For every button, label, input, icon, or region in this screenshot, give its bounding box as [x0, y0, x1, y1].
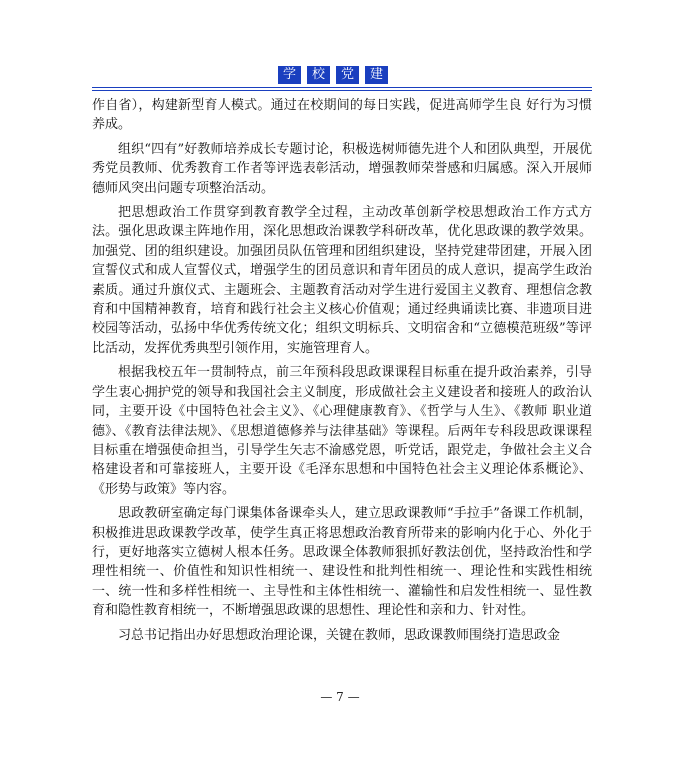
paragraph: 把思想政治工作贯穿到教育教学全过程，主动改革创新学校思想政治工作方式方法。强化思政课主阵地作用，深化思想政治课教学科研改革，优化思政课的教学效果。加强党、团的组织建设。加强团员队伍管理和团组织建设，坚持党建带团建，开展入团宣誓仪式和成人宣誓仪式，增强学生的团员意识和青年团员的成人意识，提高学生政治素质。通过升旗仪式、主题班会、主题教育活动对学生进行爱国主义教育、理想信念教育和中国精神教育，培育和践行社会主义核心价值观；通过经典诵读比赛、非遗项目进校园等活动，弘扬中华优秀传统文化；组织文明标兵、文明宿舍和“立德模范班级”等评比活动，发挥优秀典型引领作用，实施管理育人。 — [92, 205, 592, 356]
paragraph: 思政教研室确定每门课集体备课牵头人，建立思政课教师“手拉手”备课工作机制，积极推进思政课教学改革，使学生真正将思想政治教育所带来的影响内化于心、外化于行，更好地落实立德树人根本任务。思政课全体教师狠抓好教法创优，坚持政治性和学理性相统一、价值性和知识性相统一、建设性和批判性相统一、理论性和实践性相统一、统一性和多样性相统一、主导性和主体性相统一、灌输性和启发性相统一、显性教育和隐性教育相统一，不断增强思政课的思想性、理论性和亲和力、针对性。 — [92, 506, 592, 619]
paragraph: 根据我校五年一贯制特点，前三年预科段思政课课程目标重在提升政治素养，引导学生衷心拥护党的领导和我国社会主义制度，形成做社会主义建设者和接班人的政治认同，主要开设《中国特色社会主义》、《心理健康教育》、《哲学与人生》、《教师 职业道德》、《教育法律法规》、《思想道德修养与法律基础》等课程。后两年专科段思政课课程目标重在增强使命担当，引导学生矢志不渝感党恩，听党话，跟党走，争做社会主义合格建设者和可靠接班人，主要开设《毛泽东思想和中国特色社会主义理论体系概论》、《形势与政策》等内容。 — [92, 365, 592, 497]
paragraph: 习总书记指出办好思想政治理论课，关键在教师，思政课教师围绕打造思政金 — [118, 627, 561, 643]
body-text — [92, 96, 592, 645]
header-title — [278, 66, 388, 84]
page-number: — 7 — — [320, 690, 360, 704]
header-char: 党 — [336, 66, 359, 84]
running-header — [92, 66, 592, 86]
paragraph: 组织“四有”好教师培养成长专题讨论，积极选树师德先进个人和团队典型，开展优秀党员教师、优秀教育工作者等评选表彰活动，增强教师荣誉感和归属感。深入开展师德师风突出问题专项整治活动。 — [92, 141, 592, 196]
header-divider — [92, 87, 592, 91]
paragraph: 作自省），构建新型育人模式。通过在校期间的每日实践，促进高师学生良 好行为习惯养成。 — [92, 98, 592, 133]
header-char: 校 — [307, 66, 330, 84]
header-char: 学 — [278, 66, 301, 84]
header-char: 建 — [365, 66, 388, 84]
